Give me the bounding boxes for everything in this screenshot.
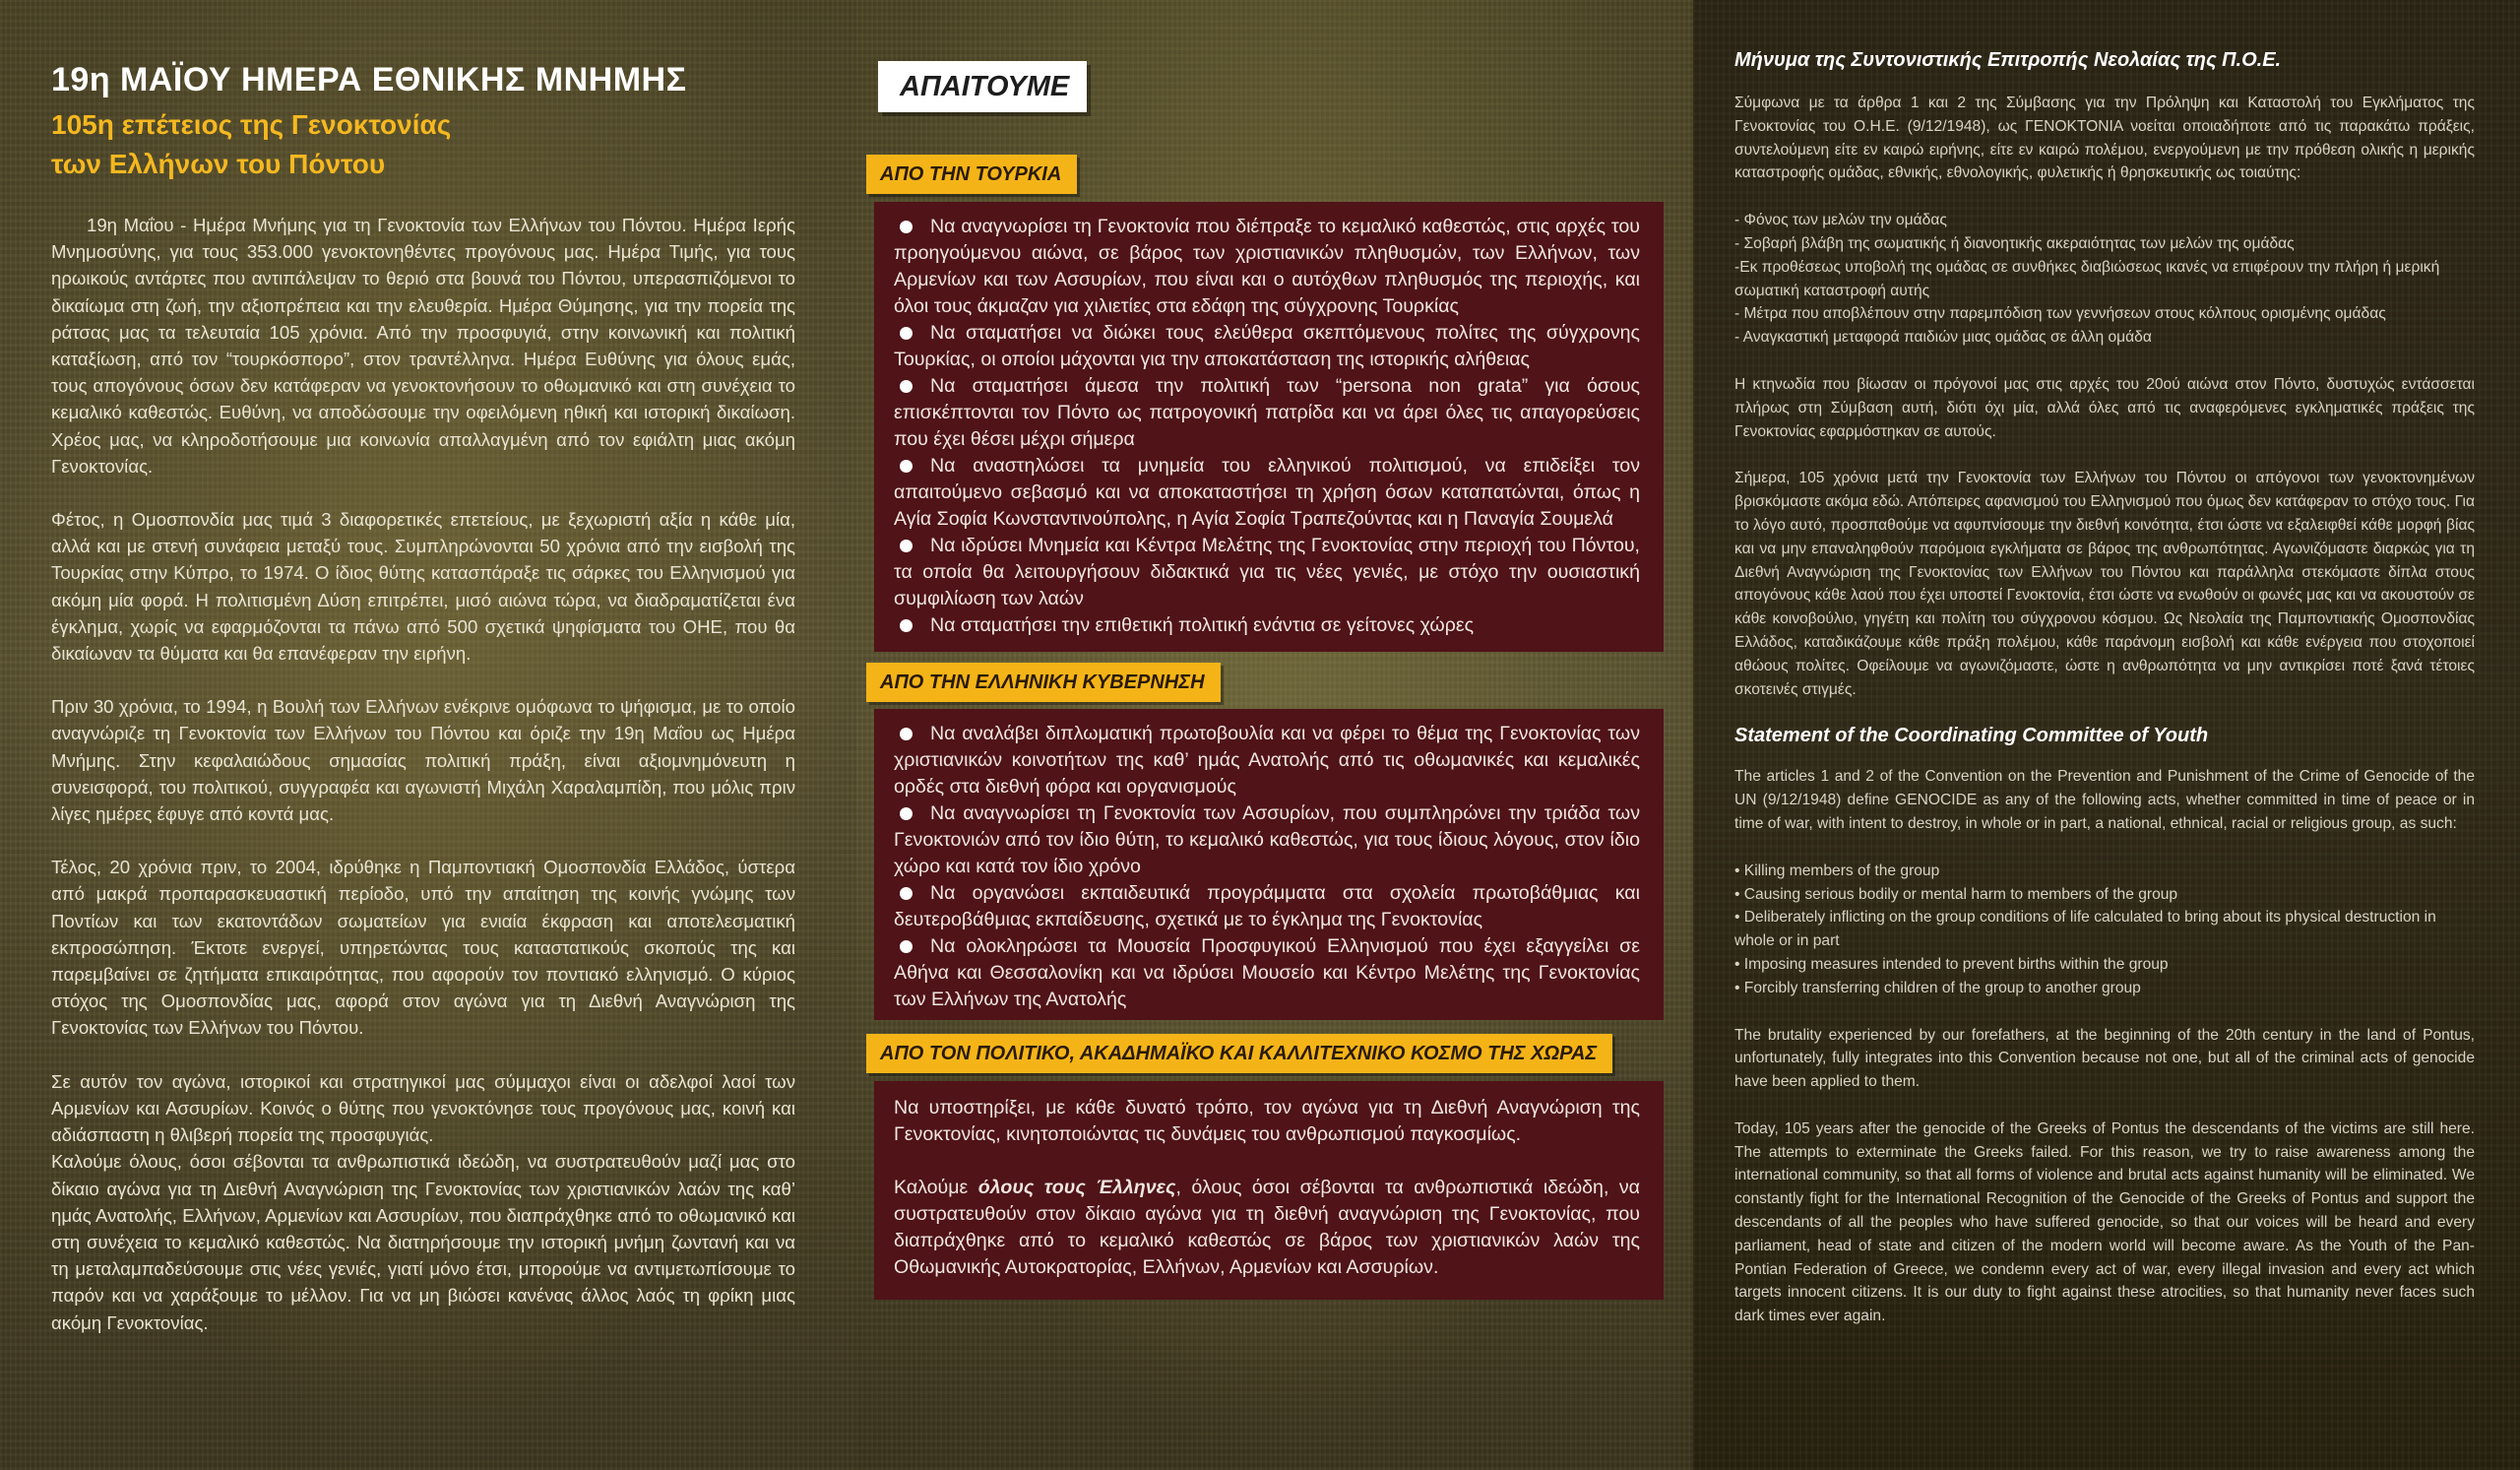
left-paragraph: Πριν 30 χρόνια, το 1994, η Βουλή των Ελλήνων ενέκρινε ομόφωνα το ψήφισμα, με το οποίο αναγνώριζε τη Γενοκτονία των Ελλήνων του Πόντου και όριζε την 19η Μαΐου ως Ημέρα Μνήμης. Στην κεφαλαιώδους σημασίας πολιτική πράξη, είναι αξιομνημόνευτη η συνεισφορά, του πολιτικού, συγγραφέα και αγωνιστή Μιχάλη Χαραλαμπίδη, που μόλις πριν λίγες ημέρες έφυγε από κοντά μας. [51,696,795,825]
bullet-icon [900,327,913,340]
list-item [894,320,1640,373]
list-item-text: Να αναλάβει διπλωματική πρωτοβουλία και να φέρει το θέμα της Γενοκτονίας των χριστιανικών κοινοτήτων της καθ’ ημάς Ανατολής από τις οθωμανικές και κεμαλικές ορδές στα διεθνή φόρα και οργανισμούς [894,723,1640,798]
bullet-icon [900,540,913,552]
bullet-icon [900,940,913,953]
list-item [894,612,1640,639]
english-paragraph: The brutality experienced by our forefathers, at the beginning of the 20th century in the land of Pontus, unfortunately, fully integrates into this Convention because not one, but all of the criminal acts of genocide have been applied to them. [1734,1026,2475,1091]
list-item [894,453,1640,533]
left-paragraph: Σε αυτόν τον αγώνα, ιστορικοί και στρατηγικοί μας σύμμαχοι είναι οι αδελφοί λαοί των Αρμενίων και Ασσυρίων. Κοινός ο θύτης που γενοκτόνησε τους προγόνους μας, κοινή και αδιάσπαστη η θλιβερή πορεία της προσφυγιάς. [51,1070,795,1146]
list-item: - Φόνος των μελών την ομάδας [1734,212,1947,229]
list-item-text: Να ιδρύσει Μνημεία και Κέντρα Μελέτης της Γενοκτονίας στην περιοχή του Πόντου, τα οποία θα λειτουργήσουν διδακτικά για τις νέες γενιές, με στόχο την ουσιαστική συμφιλίωση των λαών [894,535,1640,609]
list-item: - Μέτρα που αποβλέπουν στην παρεμπόδιση των γεννήσεων στους κόλπους ορισμένης ομάδας [1734,305,2386,323]
greek-paragraph: Σήμερα, 105 χρόνια μετά την Γενοκτονία των Ελλήνων του Πόντου οι απόγονοι των γενοκτονημένων βρισκόμαστε ακόμα εδώ. Απόπειρες αφανισμού του Ελληνισμού που όμως δεν κατάφεραν το στόχο τους. Για το λόγο αυτό, προσπαθούμε να αφυπνίσουμε την διεθνή κοινότητα, έτσι ώστε να εξαλειφθεί κάθε μορφή βίας και να μην επαναληφθούν παρόμοια εγκλήματα σε βάρος της ανθρωπότητας. Αγωνιζόμαστε διαρκώς για τη Διεθνή Αναγνώριση της Γενοκτονίας των Ελλήνων του Πόντου και παράλληλα στεκόμαστε δίπλα στους απογόνους κάθε λαού που έχει υποστεί Γενοκτονία, έτσι ώστε να ενωθούν οι φωνές μας και να ακουστούν σε κάθε κοινοβούλιο, γηγέτη και πολίτη του σύγχρονου κόσμου. Ως Νεολαία της Παμποντιακής Ομοσπονδίας Ελλάδος, καταδικάζουμε κάθε πράξη πολέμου, κάθε παράνομη εισβολή και κάθε ενέργεια που στοχοποιεί αθώους πολίτες. Οφείλουμε να αγωνιζόμαστε, ώστε η ανθρωπότητα να μην αντικρίσει ποτέ ξανά τέτοιες σκοτεινές στιγμές. [1734,470,2475,698]
bullet-icon [900,887,913,900]
main-title: 19η ΜΑΪΟΥ ΗΜΕΡΑ ΕΘΝΙΚΗΣ ΜΝΗΜΗΣ [51,61,687,98]
section-box-greek-government [874,709,1664,1020]
section-tag-turkey: ΑΠΟ ΤΗΝ ΤΟΥΡΚΙΑ [866,155,1077,194]
section-paragraph [894,1175,1640,1281]
section-paragraph: Να υποστηρίξει, με κάθε δυνατό τρόπο, τον αγώνα για τη Διεθνή Αναγνώριση της Γενοκτονίας, κινητοποιώντας τις δυνάμεις του ανθρωπισμού παγκοσμίως. [894,1097,1640,1145]
english-list [1734,860,2475,1000]
greek-intro: Σύμφωνα με τα άρθρα 1 και 2 της Σύμβασης για την Πρόληψη και Καταστολή του Εγκλήματος της Γενοκτονίας του Ο.Η.Ε. (9/12/1948), ως ΓΕΝΟΚΤΟΝΙΑ νοείται οποιαδήποτε από τις παρακάτω πράξεις, συντελούμενη είτε εν καιρώ ειρήνης, είτε εν καιρώ πολέμου, ενεργούμενη με την πρόθεση ολικής η μερικής καταστροφής ομάδας, εθνικής, εθνολογικής, φυλετικής ή θρησκευτικής ως τοιαύτης: [1734,95,2475,182]
bullet-icon [900,728,913,740]
list-item [894,214,1640,320]
left-panel [0,0,856,1470]
greek-paragraph: Η κτηνωδία που βίωσαν οι πρόγονοί μας στις αρχές του 20ού αιώνα στον Πόντο, δυστυχώς εντάσσεται πλήρως στη Σύμβαση αυτή, διότι όχι μία, αλλά όλες από τις αναφερόμενες εγκληματικές πράξεις της Γενοκτονίας εφαρμόστηκαν σε αυτούς. [1734,375,2475,440]
list-item: -Εκ προθέσεως υποβολή της ομάδας σε συνθήκες διαβιώσεως ικανές να επιφέρουν την πλήρη ή μερική σωματική καταστροφή αυτής [1734,258,2440,299]
english-heading: Statement of the Coordinating Committee of Youth [1734,725,2209,747]
subtitle-line-1: 105η επέτειος της Γενοκτονίας [51,109,452,140]
greek-heading: Μήνυμα της Συντονιστικής Επιτροπής Νεολαίας της Π.Ο.Ε. [1734,49,2282,71]
call-emphasis: όλους τους Έλληνες [977,1177,1176,1198]
list-item [894,721,1640,800]
section-box-turkey [874,202,1664,652]
bullet-icon [900,380,913,393]
list-item [894,933,1640,1013]
bullet-icon [900,460,913,473]
list-item-text: Να οργανώσει εκπαιδευτικά προγράμματα στα σχολεία πρωτοβάθμιας και δευτεροβάθμιας εκπαίδευσης, σχετικά με το έγκλημα της Γενοκτονίας [894,882,1640,930]
list-item: - Σοβαρή βλάβη της σωματικής ή διανοητικής ακεραιότητας των μελών της ομάδας [1734,234,2295,252]
list-item-text: Να αναγνωρίσει τη Γενοκτονία που διέπραξε το κεμαλικό καθεστώς, στις αρχές του προηγούμενου αιώνα, σε βάρος των χριστιανικών πληθυσμών, των Ελλήνων, των Αρμενίων και των Ασσυρίων, που είναι και ο αυτόχθων πληθυσμός της περιοχής, και όλοι τους άκμαζαν για χιλιετίες στα εδάφη της σύγχρονης Τουρκίας [894,216,1640,317]
list-item: • Deliberately inflicting on the group conditions of life calculated to bring about its physical destruction in whole or in part [1734,909,2436,950]
list-item-text: Να αναγνωρίσει τη Γενοκτονία των Ασσυρίων, που συμπληρώνει την τριάδα των Γενοκτονιών από τον ίδιο θύτη, το κεμαλικό καθεστώς, για τους ίδιους λόγους, στον ίδιο χώρο και κατά τον ίδιο χρόνο [894,802,1640,877]
demand-label: ΑΠΑΙΤΟΥΜΕ [878,61,1087,112]
section-tag-greek-government: ΑΠΟ ΤΗΝ ΕΛΛΗΝΙΚΗ ΚΥΒΕΡΝΗΣΗ [866,663,1221,702]
list-item: • Causing serious bodily or mental harm to members of the group [1734,885,2178,903]
middle-panel [856,0,1693,1470]
list-item: • Forcibly transferring children of the group to another group [1734,979,2141,996]
list-item-text: Να σταματήσει την επιθετική πολιτική ενάντια σε γείτονες χώρες [930,614,1475,636]
list-item-text: Να ολοκληρώσει τα Μουσεία Προσφυγικού Ελληνισμού που έχει εξαγγείλει σε Αθήνα και Θεσσαλονίκη και να ιδρύσει Μουσείο και Κέντρο Μελέτης της Γενοκτονίας των Ελλήνων της Ανατολής [894,935,1640,1010]
left-paragraph: Τέλος, 20 χρόνια πριν, το 2004, ιδρύθηκε η Παμποντιακή Ομοσπονδία Ελλάδος, ύστερα από μακρά προπαρασκευαστική περίοδο, υπό την απαίτηση της κοινής γνώμης των Ποντίων και των εκατοντάδων σωματείων για ενιαία έκφραση και αποτελεσματική εκπροσώπηση. Έκτοτε ενεργεί, υπηρετώντας τους καταστατικούς σκοπούς της και παρεμβαίνει σε ζητήματα επικαιρότητας, που αφορούν τον ποντιακό ελληνισμό. Ο κύριος στόχος της Ομοσπονδίας μας, αφορά στον αγώνα για τη Διεθνή Αναγνώριση της Γενοκτονίας των Ελλήνων του Πόντου. [51,857,795,1039]
list-item: • Killing members of the group [1734,862,1940,879]
greek-list [1734,209,2475,350]
bullet-icon [900,619,913,632]
english-body [1734,765,2475,1328]
left-paragraph: 19η Μαΐου - Ημέρα Μνήμης για τη Γενοκτονία των Ελλήνων του Πόντου. Ημέρα Ιερής Μνημοσύνης, για τους 353.000 γενοκτονηθέντες προγόνους μας. Ημέρα Τιμής, για τους ηρωικούς αντάρτες που αντιπάλεψαν το θεριό στα βουνά του Πόντου, υπερασπιζόμενοι το δικαίωμα στη ζωή, την αξιοπρέπεια και την ελευθερία. Ημέρα Θύμησης, για την πορεία της ράτσας μας τα τελευταία 105 χρόνια. Από την προσφυγιά, στην κοινωνική και πολιτική καταξίωση, από τον “τουρκόσπορο”, στον τραντέλληνα. Ημέρα Ευθύνης για όλους εμάς, τους απογόνους όσων δεν κατάφεραν να γενοκτονήσουν το οθωμανικό και στη συνέχεια το κεμαλικό καθεστώς. Ευθύνη, να αποδώσουμε την οφειλόμενη ηθική και ιστορική δικαίωση. Χρέος μας, να κληροδοτήσουμε μια κοινωνία απαλλαγμένη από τον εφιάλτη μιας ακόμη Γενοκτονίας. [51,215,795,477]
section-tag-political-world: ΑΠΟ ΤΟΝ ΠΟΛΙΤΙΚΟ, ΑΚΑΔΗΜΑΪΚΟ ΚΑΙ ΚΑΛΛΙΤΕΧΝΙΚΟ ΚΟΣΜΟ ΤΗΣ ΧΩΡΑΣ [866,1034,1612,1073]
right-panel [1693,0,2520,1470]
call-post: , όλους όσοι σέβονται τα ανθρωπιστικά ιδεώδη, να συστρατευθούν στον δίκαιο αγώνα για τη διεθνή αναγνώριση της Γενοκτονίας, που διαπράχθηκε από το κεμαλικό καθεστώς σε βάρος των χριστιανικών λαών της Οθωμανικής Αυτοκρατορίας, Ελλήνων, Αρμενίων και Ασσυρίων. [894,1177,1640,1278]
bullet-icon [900,807,913,820]
left-body [51,212,795,1336]
list-item-text: Να σταματήσει άμεσα την πολιτική των “persona non grata” για όσους επισκέπτονται τον Πόντο ως πατρογονική πατρίδα και να άρει όλες τις απαγορεύσεις που έχει θέσει μέχρι σήμερα [894,375,1640,450]
list-item [894,533,1640,612]
left-paragraph: Φέτος, η Ομοσπονδία μας τιμά 3 διαφορετικές επετείους, με ξεχωριστή αξία η κάθε μία, αλλά και με στενή συνάφεια μεταξύ τους. Συμπληρώνονται 50 χρόνια από την εισβολή της Τουρκίας στην Κύπρο, το 1974. Ο ίδιος θύτης κατασπάραξε τις σάρκες του Ελληνισμού για ακόμη μία φορά. Η πολιτισμένη Δύση επιτρέπει, μισό αιώνα τώρα, να διαδραματίζεται ένα έγκλημα, χωρίς να εφαρμόζονται τα πάνω από 500 σχετικά ψηφίσματα του ΟΗΕ, που θα δικαίωναν τα θύματα και θα επανέφεραν την ειρήνη. [51,509,795,665]
greek-body [1734,92,2475,701]
call-pre: Καλούμε [894,1177,978,1198]
english-intro: The articles 1 and 2 of the Convention on the Prevention and Punishment of the Crime of Genocide of the UN (9/12/1948) define GENOCIDE as any of the following acts, whether committed in time of peace or in time of war, with intent to destroy, in whole or in part, a national, ethnical, racial or religious group, as such: [1734,768,2475,832]
list-item-text: Να σταματήσει να διώκει τους ελεύθερα σκεπτόμενους πολίτες της σύγχρονης Τουρκίας, οι οποίοι μάχονται για την αποκατάσταση της ιστορικής αλήθειας [894,322,1640,370]
list-item [894,880,1640,933]
list-item-text: Να αναστηλώσει τα μνημεία του ελληνικού πολιτισμού, να επιδείξει τον απαιτούμενο σεβασμό και να αποκαταστήσει τη χρήση όσων καταπατώνται, όπως η Αγία Σοφία Κωνσταντινούπολης, η Αγία Σοφία Τραπεζούντας και η Παναγία Σουμελά [894,455,1640,530]
list-item [894,800,1640,880]
list-item: - Αναγκαστική μεταφορά παιδιών μιας ομάδας σε άλλη ομάδα [1734,329,2152,347]
bullet-icon [900,221,913,233]
left-paragraph: Καλούμε όλους, όσοι σέβονται τα ανθρωπιστικά ιδεώδη, να συστρατευθούν μαζί μας στο δίκαιο αγώνα για τη Διεθνή Αναγνώριση της Γενοκτονίας των χριστιανικών λαών της καθ’ ημάς Ανατολής, Ελλήνων, Αρμενίων και Ασσυρίων, που διαπράχθηκε από το οθωμανικό και στη συνέχεια το κεμαλικό καθεστώς. Να διατηρήσουμε την ιστορική μνήμη ζωντανή και να τη μεταλαμπαδεύσουμε στις νέες γενιές, γιατί μόνο έτσι, μπορούμε να αντιμετωπίσουμε το παρόν και να χαράξουμε το μέλλον. Για να μη βιώσει κανένας άλλος λαός τη φρίκη μιας ακόμη Γενοκτονίας. [51,1151,795,1333]
english-paragraph: Today, 105 years after the genocide of the Greeks of Pontus the descendants of the victims are still here. The attempts to exterminate the Greeks failed. For this reason, we try to raise awareness among the international community, so that all forms of violence and brutal acts against humanity will be eliminated. We constantly fight for the International Recognition of the Genocide of the Greeks of Pontus and support the descendants of all the peoples who have suffered genocide, so that our voices will be heard and every parliament, head of state and citizen of the modern world will become aware. As the Youth of the Pan-Pontian Federation of Greece, we condemn every act of war, every illegal invasion and every act which targets innocent citizens. It is our duty to fight against these atrocities, so that humanity never faces such dark times ever again. [1734,1119,2475,1325]
subtitle-line-2: των Ελλήνων του Πόντου [51,149,386,179]
list-item: • Imposing measures intended to prevent births within the group [1734,955,2169,973]
section-box-political-world [874,1081,1664,1300]
list-item [894,373,1640,453]
